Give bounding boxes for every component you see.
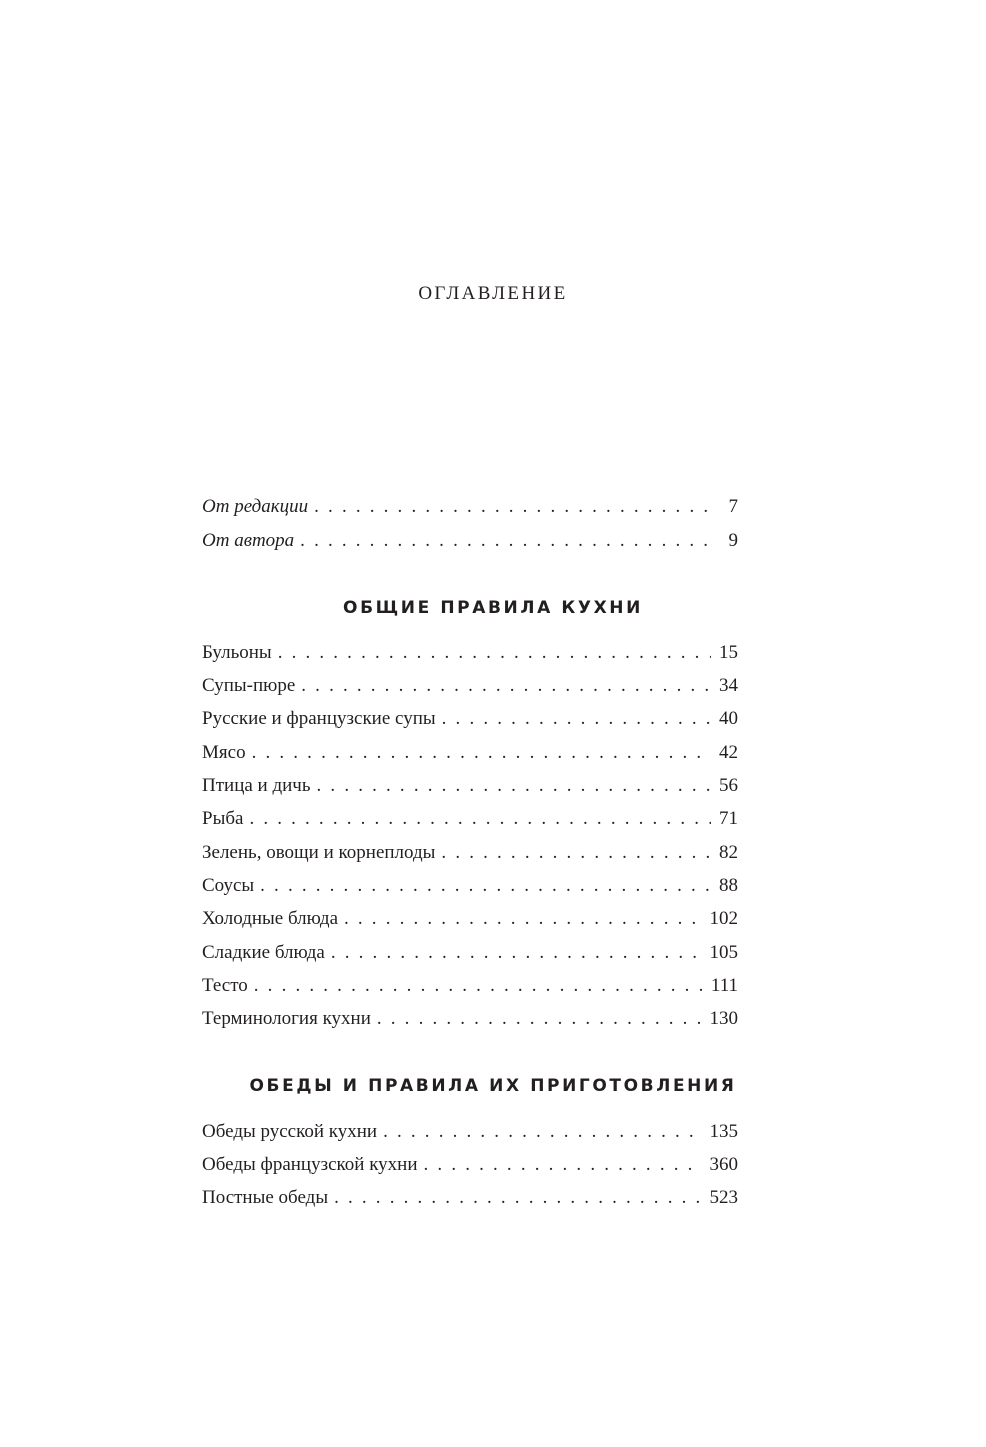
toc-entry[interactable] — [202, 1119, 738, 1145]
toc-entry-page: 82 — [719, 842, 738, 863]
dot-leader — [342, 906, 702, 932]
toc-entry-page: 88 — [719, 875, 738, 896]
dot-leader — [315, 773, 711, 799]
dot-leader — [329, 940, 702, 966]
toc-entry-page: 34 — [719, 675, 738, 696]
dot-leader — [375, 1006, 702, 1032]
toc-entry[interactable] — [202, 640, 738, 666]
toc-entry[interactable] — [202, 973, 738, 999]
toc-entry-page: 7 — [728, 496, 738, 517]
section-heading-dinners: ОБЕДЫ И ПРАВИЛА ИХ ПРИГОТОВЛЕНИЯ — [249, 1076, 737, 1096]
toc-entry[interactable] — [202, 806, 738, 832]
dot-leader — [258, 873, 711, 899]
dot-leader — [332, 1185, 701, 1211]
dot-leader — [252, 973, 703, 999]
toc-entry-page: 105 — [709, 942, 738, 963]
toc-entry-from-editors[interactable] — [202, 494, 738, 520]
dot-leader — [276, 640, 711, 666]
toc-entry-page: 102 — [709, 908, 738, 929]
toc-entry-label: Постные обеды — [202, 1187, 329, 1208]
toc-entry[interactable] — [202, 1152, 738, 1178]
dot-leader — [439, 840, 711, 866]
toc-entry-label: Обеды русской кухни — [202, 1121, 378, 1142]
toc-entry[interactable] — [202, 906, 738, 932]
toc-entry-page: 56 — [719, 775, 738, 796]
toc-entry-label: Русские и французские супы — [202, 708, 436, 729]
toc-entry-page: 42 — [719, 742, 738, 763]
dot-leader — [422, 1152, 702, 1178]
dot-leader — [381, 1119, 701, 1145]
toc-entry-label: Холодные блюда — [202, 908, 338, 929]
dot-leader — [247, 806, 711, 832]
toc-entry-label: Рыба — [202, 808, 244, 829]
toc-entry-label: От редакции — [202, 496, 309, 517]
toc-entry-from-author[interactable] — [202, 528, 738, 554]
toc-entry-label: От автора — [202, 530, 295, 551]
toc-entry-page: 130 — [709, 1008, 738, 1029]
toc-entry-label: Мясо — [202, 742, 246, 763]
toc-entry[interactable] — [202, 706, 738, 732]
toc-entry-label: Сладкие блюда — [202, 942, 325, 963]
dot-leader — [440, 706, 711, 732]
toc-entry[interactable] — [202, 1006, 738, 1032]
toc-entry-label: Зелень, овощи и корнеплоды — [202, 842, 436, 863]
dot-leader — [299, 673, 711, 699]
toc-entry-page: 135 — [709, 1121, 738, 1142]
toc-entry[interactable] — [202, 673, 738, 699]
toc-entry-page: 9 — [728, 530, 738, 551]
toc-entry-label: Соусы — [202, 875, 255, 896]
toc-entry-label: Обеды французской кухни — [202, 1154, 418, 1175]
toc-entry[interactable] — [202, 1185, 738, 1211]
toc-entry[interactable] — [202, 773, 738, 799]
toc-entry-page: 71 — [719, 808, 738, 829]
dot-leader — [298, 528, 716, 554]
toc-entry-label: Бульоны — [202, 642, 272, 663]
dot-leader — [312, 494, 716, 520]
page-title: ОГЛАВЛЕНИЕ — [418, 283, 568, 304]
toc-entry-page: 360 — [709, 1154, 738, 1175]
toc-entry-label: Тесто — [202, 975, 248, 996]
toc-entry-label: Супы-пюре — [202, 675, 296, 696]
toc-entry-page: 40 — [719, 708, 738, 729]
toc-entry-page: 111 — [710, 975, 738, 996]
section-heading-general-rules: ОБЩИЕ ПРАВИЛА КУХНИ — [343, 598, 643, 618]
toc-entry-page: 523 — [709, 1187, 738, 1208]
toc-entry[interactable] — [202, 740, 738, 766]
toc-entry[interactable] — [202, 940, 738, 966]
toc-entry-page: 15 — [719, 642, 738, 663]
toc-entry-label: Терминология кухни — [202, 1008, 371, 1029]
toc-entry[interactable] — [202, 840, 738, 866]
toc-entry-label: Птица и дичь — [202, 775, 311, 796]
dot-leader — [250, 740, 711, 766]
toc-entry[interactable] — [202, 873, 738, 899]
